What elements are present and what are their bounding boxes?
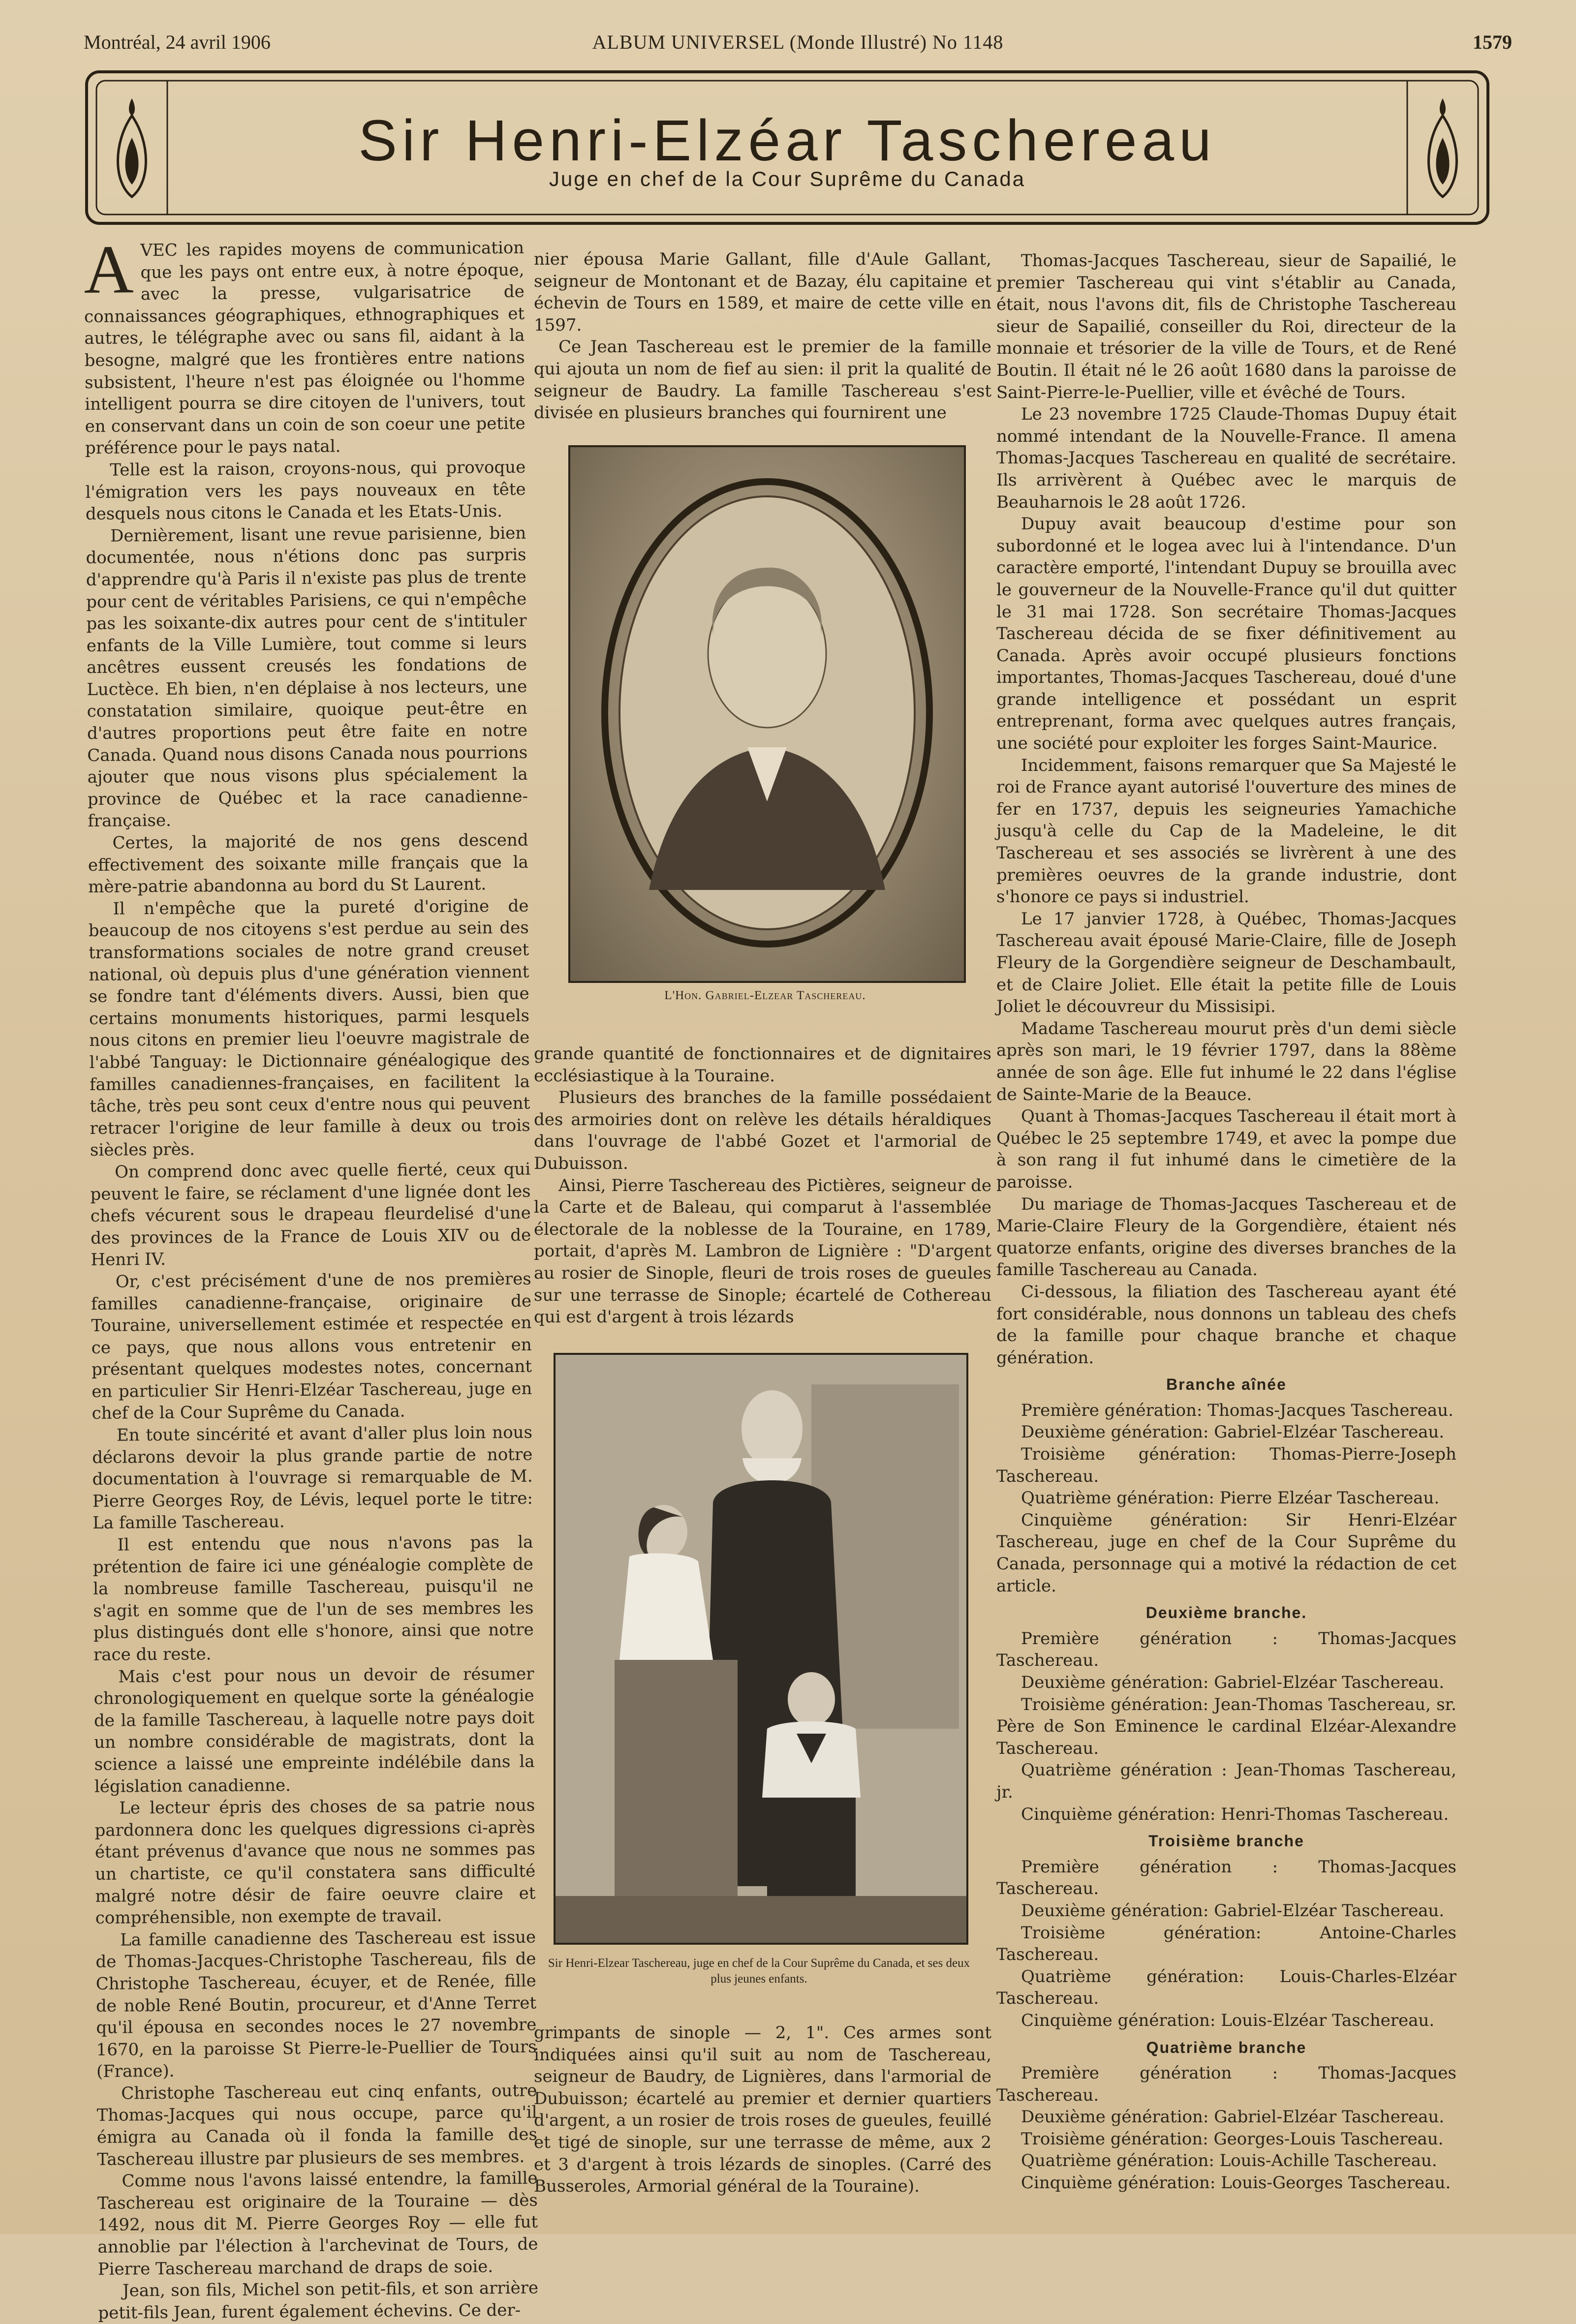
paragraph: Le 17 janvier 1728, à Québec, Thomas-Jacques Taschereau avait épousé Marie-Claire, fille de Joseph Fleury de la Gorgendière seigneur de Deschambault, et de Claire Joliet. Elle était la petite fille de Louis Joliet le découvreur du Missisipi. xyxy=(996,909,1456,1017)
generation-line: Première génération : Thomas-Jacques Taschereau. xyxy=(996,1628,1456,1671)
generation-line: Deuxième génération: Gabriel-Elzéar Taschereau. xyxy=(1021,2107,1445,2127)
paragraph: Il est entendu que nous n'avons pas la prétention de faire ici une généalogie complète de la nombreuse famille Taschereau, puisqu'il ne s'agit en somme que de l'un de ses membres les plus distingués dont elle s'honore, ainsi que notre race du reste. xyxy=(93,1532,534,1665)
paragraph: En toute sincérité et avant d'aller plus loin nous déclarons devoir la plus grande partie de notre documentation à l'ouvrage si remarquable de M. Pierre Georges Roy, de Lévis, lequel porte le titre: La famille Taschereau. xyxy=(92,1422,533,1533)
generation-line: Quatrième génération: Louis-Achille Taschereau. xyxy=(1021,2151,1437,2171)
title-banner xyxy=(84,69,1491,226)
branch-heading: Deuxième branche. xyxy=(1145,1604,1307,1622)
generation-line: Deuxième génération: Gabriel-Elzéar Taschereau. xyxy=(1021,1900,1445,1921)
generation-line: Cinquième génération: Henri-Thomas Taschereau. xyxy=(1021,1804,1449,1824)
paragraph: Telle est la raison, croyons-nous, qui provoque l'émigration vers les pays nouveaux en tête desquels nous citons le Canada et les Etats-Unis. xyxy=(85,457,526,524)
branch-heading: Branche aînée xyxy=(1166,1376,1287,1394)
branch-heading: Troisième branche xyxy=(1148,1832,1304,1850)
paragraph: Mais c'est pour nous un devoir de résumer chronologiquement en quelque sorte la généalogie de la famille Taschereau, à laquelle notre pays doit un nombre considérable de magistrats, dont la science a laissé une empreinte indélébile dans la législation canadienne. xyxy=(93,1664,535,1797)
page-number: 1579 xyxy=(1473,31,1512,53)
generation-line: Cinquième génération: Sir Henri-Elzéar Taschereau, juge en chef de la Cour Suprême du Canada, personnage qui a motivé la rédaction de cet article. xyxy=(996,1510,1456,1596)
paragraph: La famille canadienne des Taschereau est issue de Thomas-Jacques-Christophe Taschereau, fils de Christophe Taschereau, écuyer, et de Renée, fille de noble René Boutin, procureur, et d'Anne Terret qu'il épousa en secondes noces le 27 novembre 1670, en la paroisse St Pierre-le-Puellier de Tours (France). xyxy=(95,1927,537,2082)
paragraph: Comme nous l'avons laissé entendre, la famille Taschereau est originaire de la Touraine — dès 1492, nous dit M. Pierre Georges Roy — elle fut annoblie par l'élection à l'archevinat de Tours, de Pierre Taschereau marchand de draps de soie. xyxy=(97,2168,538,2279)
paragraph: Or, c'est précisément d'une de nos premières familles canadienne-française, originaire de Touraine, universellement estimée et respectée en ce pays, que nous allons vous entretenir en présentant quelques modestes notes, concernant en particulier Sir Henri-Elzéar Taschereau, juge en chef de la Cour Suprême du Canada. xyxy=(91,1269,532,1424)
column-2-bottom xyxy=(534,2022,991,2198)
paragraph: nier épousa Marie Gallant, fille d'Aule Gallant, seigneur de Montonant et de Bazay, élu capitaine et échevin de Tours en 1589, et maire de cette ville en 1597. xyxy=(534,249,991,335)
generation-line: Deuxième génération: Gabriel-Elzéar Taschereau. xyxy=(1021,1673,1445,1692)
publication-title: ALBUM UNIVERSEL (Monde Illustré) No 1148 xyxy=(592,31,1004,53)
paragraph: Ce Jean Taschereau est le premier de la famille qui ajouta un nom de fief au sien: il prit la qualité de seigneur de Baudry. La famille Taschereau s'est divisée en plusieurs branches qui fournirent une xyxy=(534,337,991,423)
paragraph: Du mariage de Thomas-Jacques Taschereau et de Marie-Claire Fleury de la Gorgendière, étaient nés quatorze enfants, origine des diverses branches de la famille Taschereau au Canada. xyxy=(996,1194,1456,1280)
generation-line: Quatrième génération : Jean-Thomas Taschereau, jr. xyxy=(996,1760,1456,1802)
generation-line: Quatrième génération: Louis-Charles-Elzéar Taschereau. xyxy=(996,1966,1456,2009)
paragraph: Madame Taschereau mourut près d'un demi siècle après son mari, le 19 février 1797, dans la 88ème année de son âge. Elle fut inhumé le 22 dans l'église de Sainte-Marie de la Beauce. xyxy=(996,1018,1456,1104)
issue-date: Montréal, 24 avril 1906 xyxy=(84,31,271,53)
paragraph: VEC les rapides moyens de communication que les pays ont entre eux, à notre époque, avec la presse, vulgarisatrice de connaissances géographiques, ethnographiques et autres, le télégraphe avec ou sans fil, aidant à la besogne, malgré que les frontières entre nations subsistent, l'heure n'est pas éloignée ou l'homme intelligent pourra se dire citoyen de l'univers, tout en conservant dans un coin de son coeur une petite préférence pour le pays natal. xyxy=(84,238,525,459)
generation-line: Troisième génération: Georges-Louis Taschereau. xyxy=(1021,2129,1444,2149)
column-2-middle xyxy=(534,1043,991,1328)
paragraph: Ci-dessous, la filiation des Taschereau ayant été fort considérable, nous donnons un tableau des chefs de la famille pour chaque branche et chaque génération. xyxy=(996,1282,1456,1368)
generation-line: Première génération : Thomas-Jacques Taschereau. xyxy=(996,2063,1456,2105)
generation-line: Cinquième génération: Louis-Elzéar Taschereau. xyxy=(1021,2010,1435,2030)
generation-line: Troisième génération: Thomas-Pierre-Joseph Taschereau. xyxy=(996,1444,1456,1486)
portrait-caption: L'Hon. Gabriel-Elzear Taschereau. xyxy=(664,989,866,1002)
article-subtitle: Juge en chef de la Cour Suprême du Canada xyxy=(549,167,1026,190)
paragraph: Certes, la majorité de nos gens descend effectivement des soixante mille français que la mère-patrie abandonna au bord du St Laurent. xyxy=(88,830,528,897)
branch-heading: Quatrième branche xyxy=(1146,2038,1307,2056)
paragraph: Ainsi, Pierre Taschereau des Pictières, seigneur de la Carte et de Baleau, qui comparut à l'assemblée électorale de la noblesse de la Touraine, en 1789, portait, d'après M. Lambron de Lignière : "D'argent au rosier de Sinople, fleuri de trois roses de gueules sur une terrasse de Sinople; écartelé de Cothereau qui est d'argent à trois lézards xyxy=(534,1175,991,1327)
paragraph: On comprend donc avec quelle fierté, ceux qui peuvent le faire, se réclament d'une lignée dont les chefs vécurent sous le drapeau fleurdelisé d'une des provinces de la France de Louis XIV ou de Henri IV. xyxy=(90,1159,531,1270)
article-title: Sir Henri-Elzéar Taschereau xyxy=(358,108,1216,173)
paragraph: grimpants de sinople — 2, 1". Ces armes sont indiquées ainsi qu'il suit au nom de Taschereau, seigneur de Baudry, de Lignières, dans l'armorial de Dubuisson; écartelé au premier et dernier quartiers d'argent, a un rosier de trois roses de gueules, feuillé et tigé de sinople, sur une terrasse de même, aux 2 et 3 d'argent à trois lézards de sinoples. (Carré des Busseroles, Armorial général de la Touraine). xyxy=(534,2023,991,2197)
portrait-gabriel-elzear-taschereau xyxy=(568,445,966,983)
generation-line: Quatrième génération: Pierre Elzéar Taschereau. xyxy=(1021,1488,1440,1508)
family-photograph xyxy=(554,1353,968,1945)
paragraph: grande quantité de fonctionnaires et de dignitaires ecclésiastique à la Touraine. xyxy=(534,1044,991,1086)
paragraph: Dernièrement, lisant une revue parisienne, bien documentée, nous n'étions donc pas surpris d'apprendre qu'à Paris il n'existe pas plus de trente pour cent de véritables Parisiens, ce qui n'empêche pas les soixante-dix autres pour cent de s'intituler enfants de la Ville Lumière, tout comme si leurs ancêtres eussent creusés les fondations de Luctèce. Eh bien, n'en déplaise à nos lecteurs, une constatation similaire, quoique peut-être en d'autres proportions peut être faite en notre Canada. Quand nous disons Canada nous pourrions ajouter que nous visons plus spécialement la province de Québec et la race canadienne-française. xyxy=(86,523,528,831)
paragraph: Le lecteur épris des choses de sa patrie nous pardonnera donc les quelques digressions ci-après étant prévenus d'avance que nous ne sommes pas un chartiste, ce qu'il constatera sans difficulté malgré notre désir de faire oeuvre claire et compréhensible, non exempte de travail. xyxy=(94,1795,536,1928)
paragraph: Quant à Thomas-Jacques Taschereau il était mort à Québec le 25 septembre 1749, et avec la pompe due à son rang il fut inhumé dans le cimetière de la paroisse. xyxy=(996,1106,1456,1192)
family-photo-caption: Sir Henri-Elzear Taschereau, juge en chef de la Cour Suprême du Canada, et ses deux plus jeunes enfants. xyxy=(548,1957,970,1986)
paragraph: Thomas-Jacques Taschereau, sieur de Sapailié, le premier Taschereau qui vint s'établir au Canada, était, nous l'avons dit, fils de Christophe Taschereau sieur de Sapailié, conseiller du Roi, directeur de la monnaie et trésorier de la ville de Tours, et de René Boutin. Il était né le 26 août 1680 dans la paroisse de Saint-Pierre-le-Puellier, ville et évêché de Tours. xyxy=(996,251,1456,402)
paragraph: Plusieurs des branches de la famille possédaient des armoiries dont on relève les détails héraldiques dans l'ouvrage de l'abbé Gozet et l'armorial de Dubuisson. xyxy=(534,1088,991,1173)
generation-line: Troisième génération: Antoine-Charles Taschereau. xyxy=(996,1923,1456,1965)
portrait-illustration xyxy=(570,447,964,981)
generation-line: Cinquième génération: Louis-Georges Taschereau. xyxy=(1021,2173,1451,2193)
column-1 xyxy=(83,231,539,2324)
running-head xyxy=(84,31,1512,60)
column-2-top xyxy=(534,248,991,424)
generation-line: Première génération: Thomas-Jacques Taschereau. xyxy=(1021,1400,1453,1420)
paragraph: Le 23 novembre 1725 Claude-Thomas Dupuy était nommé intendant de la Nouvelle-France. Il amena Thomas-Jacques Taschereau en qualité de secrétaire. Ils arrivèrent à Québec avec le marquis de Beauharnois le 28 août 1726. xyxy=(996,404,1456,512)
generation-line: Troisième génération: Jean-Thomas Taschereau, sr. Père de Son Eminence le cardinal Elzéar-Alexandre Taschereau. xyxy=(996,1694,1456,1758)
paragraph: Dupuy avait beaucoup d'estime pour son subordonné et le logea avec lui à l'intendance. D'un caractère emporté, l'intendant Dupuy se brouilla avec le gouverneur de la Nouvelle-France qu'il dut quitter le 31 mai 1728. Son secrétaire Thomas-Jacques Taschereau décida de se fixer définitivement au Canada. Après avoir occupé plusieurs fonctions importantes, Thomas-Jacques Taschereau, doué d'une grande intelligence et possédant un esprit entreprenant, forma avec quelques autres français, une société pour exploiter les forges Saint-Maurice. xyxy=(996,514,1456,754)
paragraph: Il n'empêche que la pureté d'origine de beaucoup de nos citoyens s'est perdue au sein des transformations sociales de notre grand creuset national, où depuis plus d'une génération viennent se fondre tant d'éléments divers. Aussi, bien que certains monuments historiques, parmi lesquels nous citons en premier lieu l'oeuvre magistrale de l'abbé Tanguay: le Dictionnaire généalogique des familles canadiennes-françaises, en facilitent la tâche, très peu sont ceux d'entre nous qui peuvent retracer l'origine de leur famille à deux ou trois siècles près. xyxy=(88,896,530,1161)
paragraph: Jean, son fils, Michel son petit-fils, et son arrière petit-fils Jean, furent également échevins. Ce der- xyxy=(98,2278,539,2323)
paragraph: Incidemment, faisons remarquer que Sa Majesté le roi de France ayant autorisé l'ouverture des mines de fer en 1737, depuis les seigneuries Yamachiche jusqu'à celle du Cap de la Madeleine, le dit Taschereau et ses associés se livrèrent à une des premières oeuvres de la grande industrie, dont s'honore ce pays si industriel. xyxy=(996,755,1456,907)
paragraph: Christophe Taschereau eut cinq enfants, outre Thomas-Jacques qui nous occupe, parce qu'il émigra au Canada où il fonda la famille des Taschereau illustre par plusieurs de ses membres. xyxy=(96,2080,538,2170)
drop-cap: A xyxy=(83,231,134,308)
column-3 xyxy=(996,250,1456,2194)
generation-line: Première génération : Thomas-Jacques Taschereau. xyxy=(996,1857,1456,1899)
generation-line: Deuxième génération: Gabriel-Elzéar Taschereau. xyxy=(1021,1422,1445,1442)
family-photo-illustration xyxy=(556,1355,966,1943)
